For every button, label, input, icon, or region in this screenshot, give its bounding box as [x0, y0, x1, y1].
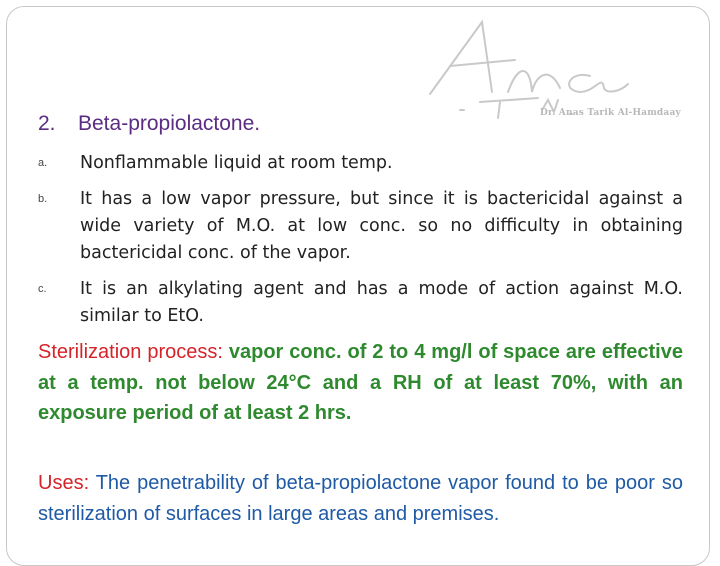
list-item	[38, 186, 683, 267]
uses-paragraph	[38, 468, 683, 529]
list-item-text: It has a low vapor pressure, but since it is bactericidal against a wide variety of M.O. at low conc. so no difficulty in obtaining bactericidal conc. of the vapor.	[80, 189, 683, 263]
list-item-text: Nonflammable liquid at room temp.	[80, 153, 393, 173]
sterilization-label: Sterilization process:	[38, 341, 223, 363]
uses-text: The penetrability of beta-propiolactone vapor found to be poor so sterilization of surfaces in large areas and premises.	[38, 472, 684, 525]
list-item	[38, 150, 683, 177]
heading-text: Beta-propiolactone.	[78, 112, 261, 135]
sterilization-paragraph	[38, 337, 683, 429]
list-marker: b.	[38, 193, 48, 205]
property-list	[38, 150, 683, 339]
uses-label: Uses:	[38, 472, 90, 494]
list-item-text: It is an alkylating agent and has a mode of action against M.O. similar to EtO.	[80, 279, 683, 326]
watermark-name: Dr. Anas Tarik Al-Hamdaay	[540, 108, 681, 118]
list-marker: a.	[38, 157, 48, 169]
sterilization-text: vapor conc. of 2 to 4 mg/l of space are effective at a temp. not below 24°C and a RH of at least 70%, with an exposure period of at least 2 hrs.	[38, 341, 683, 424]
list-marker: c.	[38, 283, 47, 295]
list-item	[38, 276, 683, 330]
section-heading	[38, 112, 260, 136]
heading-number: 2.	[38, 112, 56, 135]
